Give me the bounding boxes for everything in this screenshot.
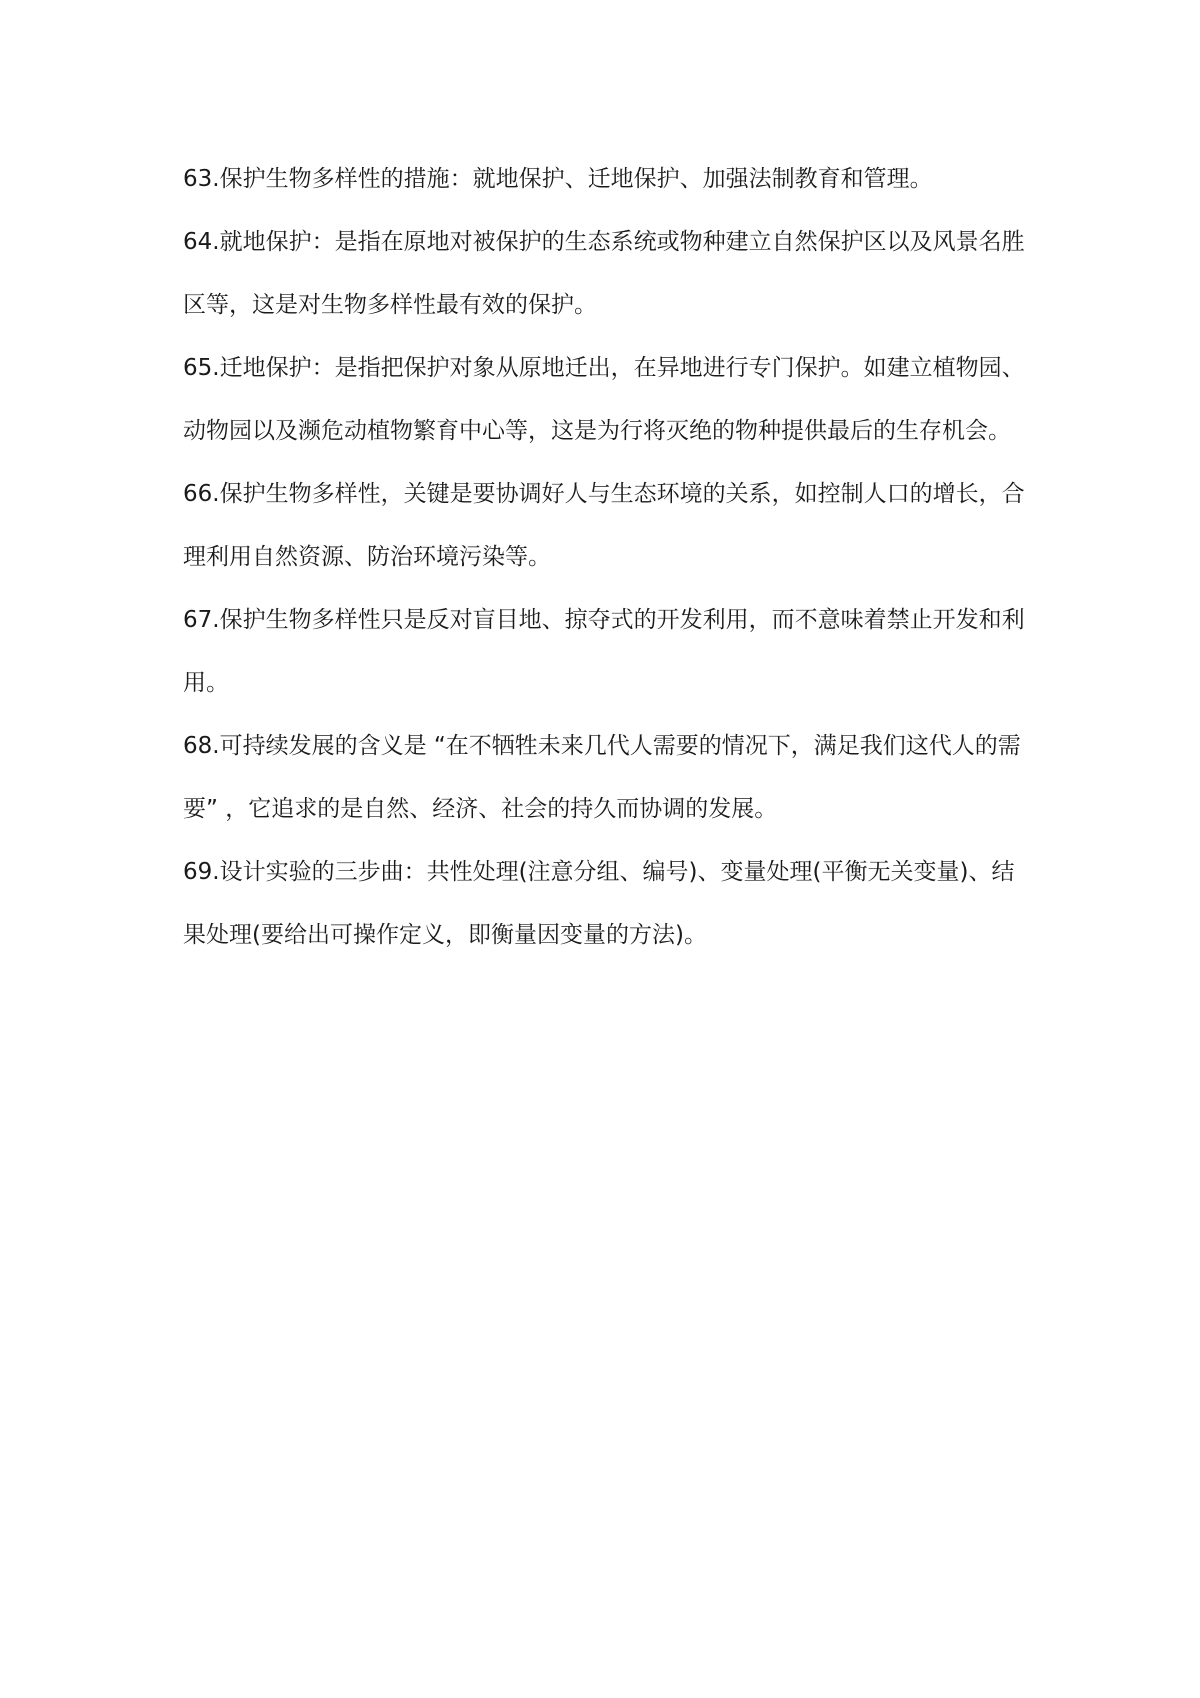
paragraph-66: 66.保护生物多样性，关键是要协调好人与生态环境的关系，如控制人口的增长，合理利用自然资源、防治环境污染等。 — [183, 481, 1025, 570]
paragraph-69: 69.设计实验的三步曲：共性处理(注意分组、编号)、变量处理(平衡无关变量)、结果处理(要给出可操作定义，即衡量因变量的方法)。 — [183, 859, 1015, 948]
paragraph-63: 63.保护生物多样性的措施：就地保护、迁地保护、加强法制教育和管理。 — [183, 166, 933, 192]
paragraph-68: 68.可持续发展的含义是 “在不牺牲未来几代人需要的情况下，满足我们这代人的需要” ，它追求的是自然、经济、社会的持久而协调的发展。 — [183, 733, 1021, 822]
document-body — [183, 148, 1029, 967]
paragraph-67: 67.保护生物多样性只是反对盲目地、掠夺式的开发利用，而不意味着禁止开发和利用。 — [183, 607, 1025, 696]
paragraph-65: 65.迁地保护：是指把保护对象从原地迁出，在异地进行专门保护。如建立植物园、动物园以及濒危动植物繁育中心等，这是为行将灭绝的物种提供最后的生存机会。 — [183, 355, 1025, 444]
paragraph-64: 64.就地保护：是指在原地对被保护的生态系统或物种建立自然保护区以及风景名胜区等，这是对生物多样性最有效的保护。 — [183, 229, 1025, 318]
